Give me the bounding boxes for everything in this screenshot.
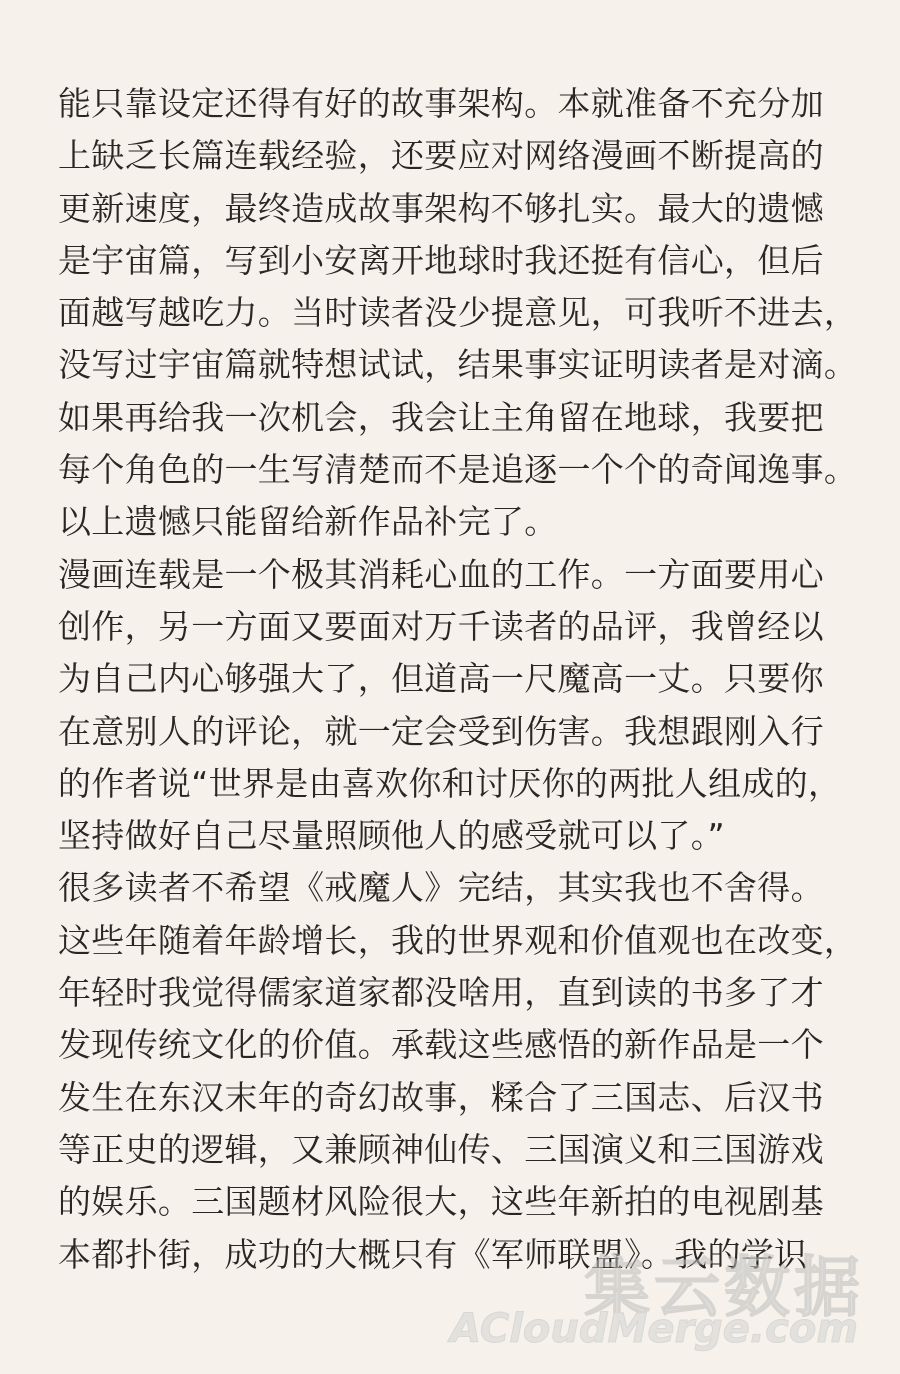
article-text <box>58 78 858 1281</box>
text-line: 创作，另一方面又要面对万千读者的品评，我曾经以 <box>58 606 824 646</box>
text-line: 以上遗憾只能留给新作品补完了。 <box>58 502 558 542</box>
text-line: 本都扑街，成功的大概只有《军师联盟》。我的学识 <box>58 1234 808 1274</box>
text-line: 等正史的逻辑，又兼顾神仙传、三国演义和三国游戏 <box>58 1129 824 1169</box>
text-line: 没写过宇宙篇就特想试试，结果事实证明读者是对滴。 <box>58 345 858 385</box>
text-line: 年轻时我觉得儒家道家都没啥用，直到读的书多了才 <box>58 973 824 1013</box>
text-line: 在意别人的评论，就一定会受到伤害。我想跟刚入行 <box>58 711 824 751</box>
text-line: 很多读者不希望《戒魔人》完结，其实我也不舍得。 <box>58 868 824 908</box>
text-line: 的娱乐。三国题材风险很大，这些年新拍的电视剧基 <box>58 1182 824 1222</box>
watermark-url: ACloudMerge.com <box>450 1306 858 1352</box>
text-line: 发生在东汉末年的奇幻故事，糅合了三国志、后汉书 <box>58 1077 824 1117</box>
text-line: 每个角色的一生写清楚而不是追逐一个个的奇闻逸事。 <box>58 450 858 490</box>
text-line: 漫画连载是一个极其消耗心血的工作。一方面要用心 <box>58 554 824 594</box>
text-line: 能只靠设定还得有好的故事架构。本就准备不充分加 <box>58 84 824 123</box>
text-line: 如果再给我一次机会，我会让主角留在地球，我要把 <box>58 397 824 437</box>
watermark-logo: 集云数据 <box>584 1249 864 1326</box>
text-line: 更新速度，最终造成故事架构不够扎实。最大的遗憾 <box>58 188 824 228</box>
text-line: 坚持做好自己尽量照顾他人的感受就可以了。” <box>58 816 725 856</box>
text-line: 发现传统文化的价值。承载这些感悟的新作品是一个 <box>58 1025 824 1065</box>
text-line: 为自己内心够强大了，但道高一尺魔高一丈。只要你 <box>58 659 824 699</box>
text-line: 面越写越吃力。当时读者没少提意见，可我听不进去， <box>58 293 858 333</box>
text-line: 的作者说“世界是由喜欢你和讨厌你的两批人组成的， <box>58 763 842 803</box>
text-line: 是宇宙篇，写到小安离开地球时我还挺有信心，但后 <box>58 240 824 280</box>
text-line: 上缺乏长篇连载经验，还要应对网络漫画不断提高的 <box>58 136 824 176</box>
text-line: 这些年随着年龄增长，我的世界观和价值观也在改变， <box>58 920 858 960</box>
